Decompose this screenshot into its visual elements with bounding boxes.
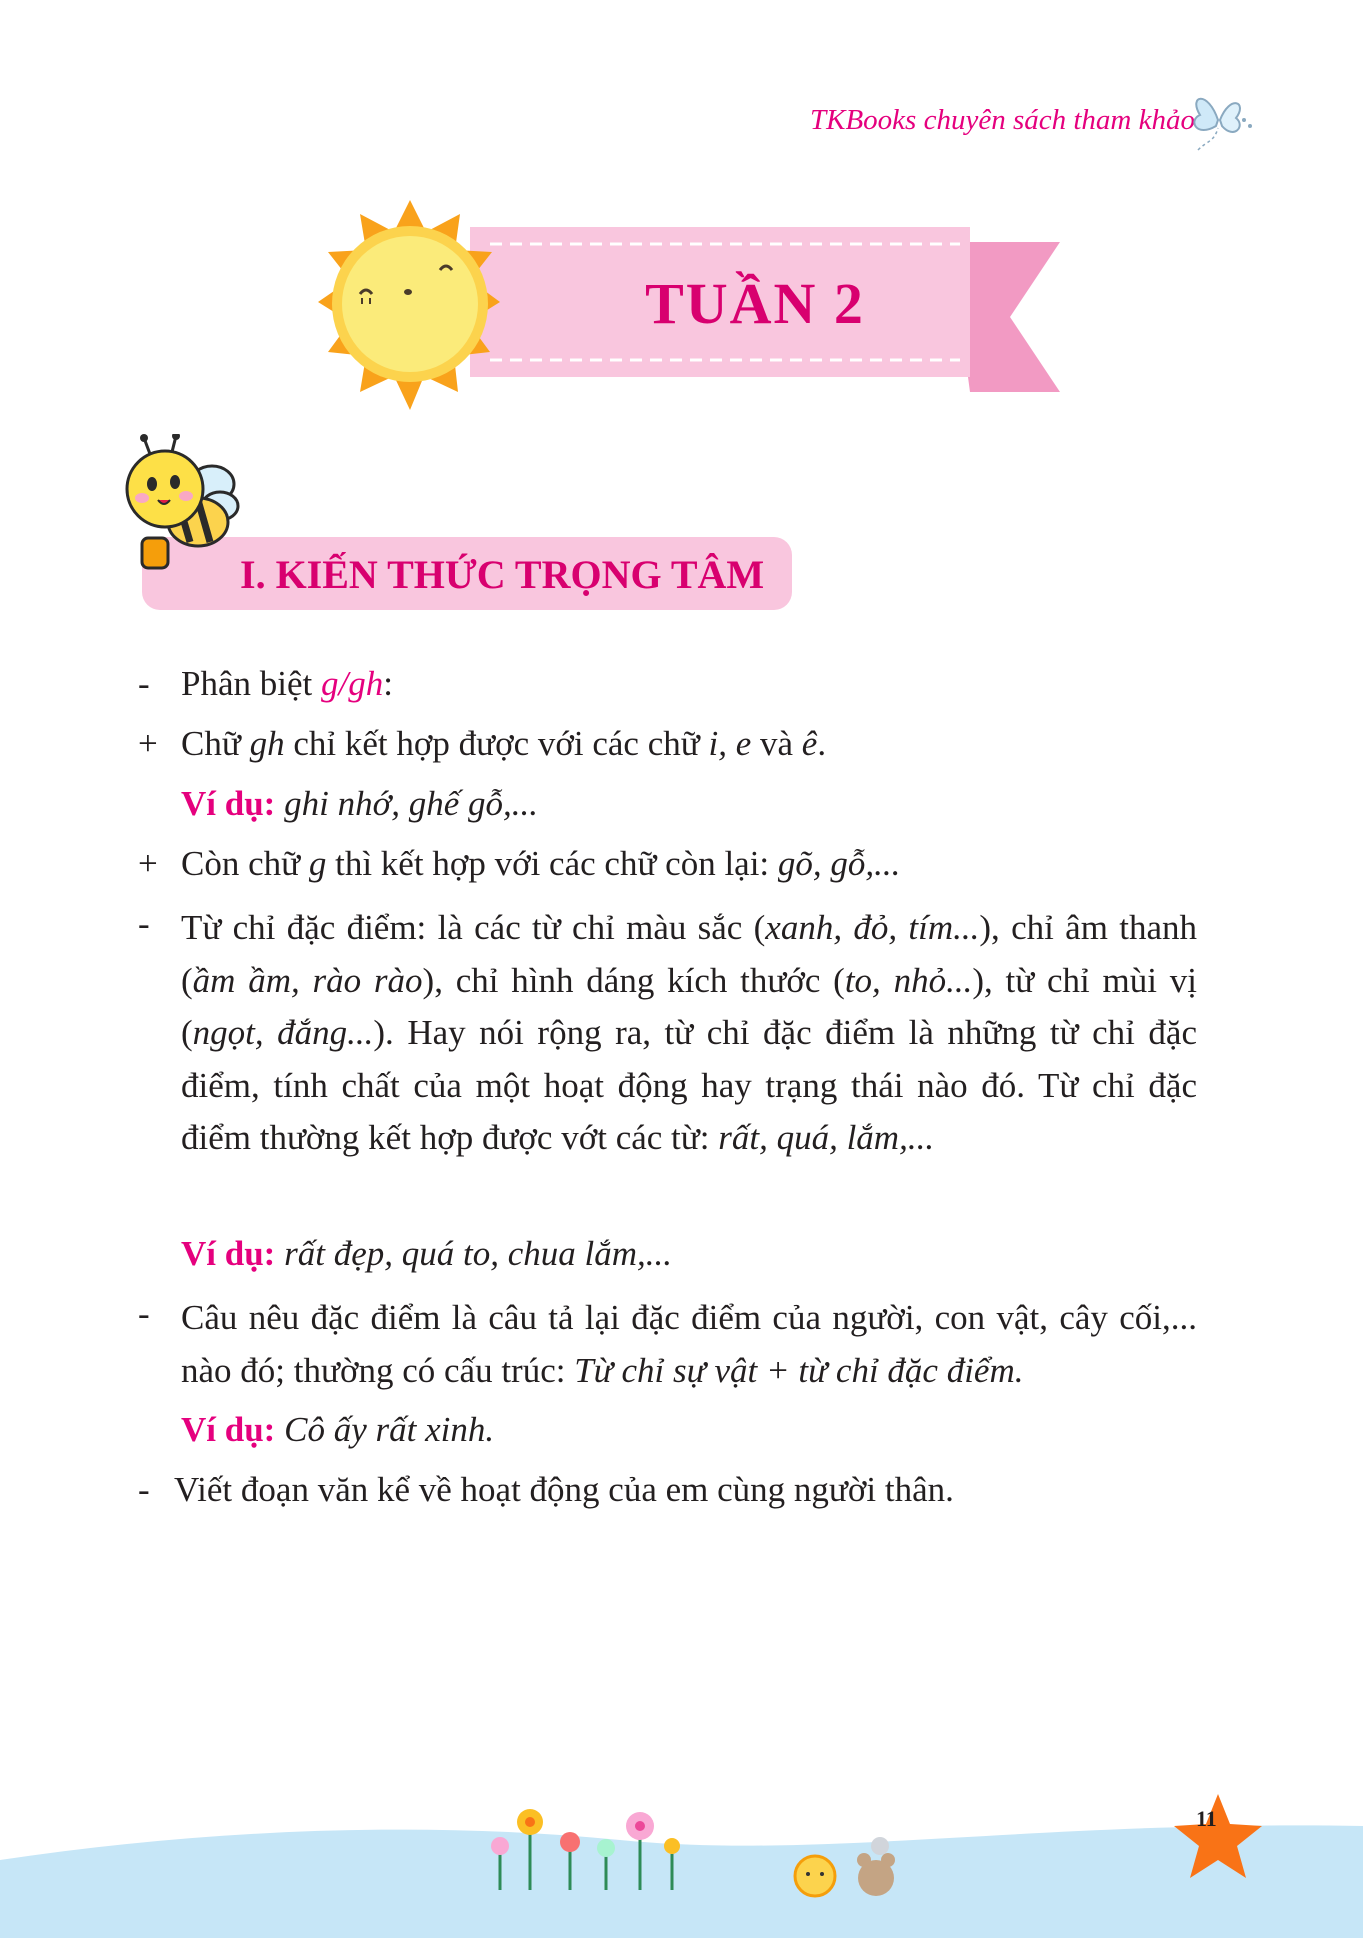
bullet-text: Câu nêu đặc điểm là câu tả lại đặc điểm của người, con vật, cây cối,... nào đó; thường có cấu trúc: Từ chỉ sự vật + từ chỉ đặc điểm. (181, 1298, 1197, 1390)
section-title: I. KIẾN THỨC TRỌNG TÂM (240, 552, 765, 597)
plus-marker: + (138, 724, 158, 763)
bullet-text: Từ chỉ đặc điểm: là các từ chỉ màu sắc (xanh, đỏ, tím...), chỉ âm thanh (ầm ầm, rào rào), chỉ hình dáng kích thước (to, nhỏ...), từ chỉ mùi vị (ngọt, đắng...). Hay nói rộng ra, từ chỉ đặc điểm là những từ chỉ đặc điểm, tính chất của một hoạt động hay trạng thái nào đó. Từ chỉ đặc điểm thường kết hợp được vớt các từ: rất, quá, lắm,... (181, 908, 1198, 1157)
bullet-dash: - (138, 664, 150, 703)
bullet-dash: - (138, 1294, 150, 1333)
bullet-text: Viết đoạn văn kể về hoạt động của em cùng người thân. (174, 1470, 954, 1509)
bullet-text: Phân biệt g/gh: (181, 664, 393, 703)
header-brand: TKBooks chuyên sách tham khảo (810, 104, 1195, 136)
example-label: Ví dụ: (181, 784, 276, 823)
bullet-dash: - (138, 904, 150, 943)
sub-item-text: Chữ gh chỉ kết hợp được với các chữ i, e và ê. (181, 724, 827, 763)
week-title: TUẦN 2 (645, 271, 865, 336)
example-label: Ví dụ: (181, 1410, 276, 1449)
sub-item-text: Còn chữ g thì kết hợp với các chữ còn lại: gõ, gỗ,... (181, 844, 901, 883)
example-label: Ví dụ: (181, 1234, 276, 1273)
page-number: 11 (1196, 1806, 1217, 1831)
bullet-dash: - (138, 1470, 150, 1509)
plus-marker: + (138, 844, 158, 883)
footer-decoration (0, 1790, 1363, 1938)
bee-icon (120, 434, 250, 574)
butterfly-icon (1178, 80, 1258, 160)
